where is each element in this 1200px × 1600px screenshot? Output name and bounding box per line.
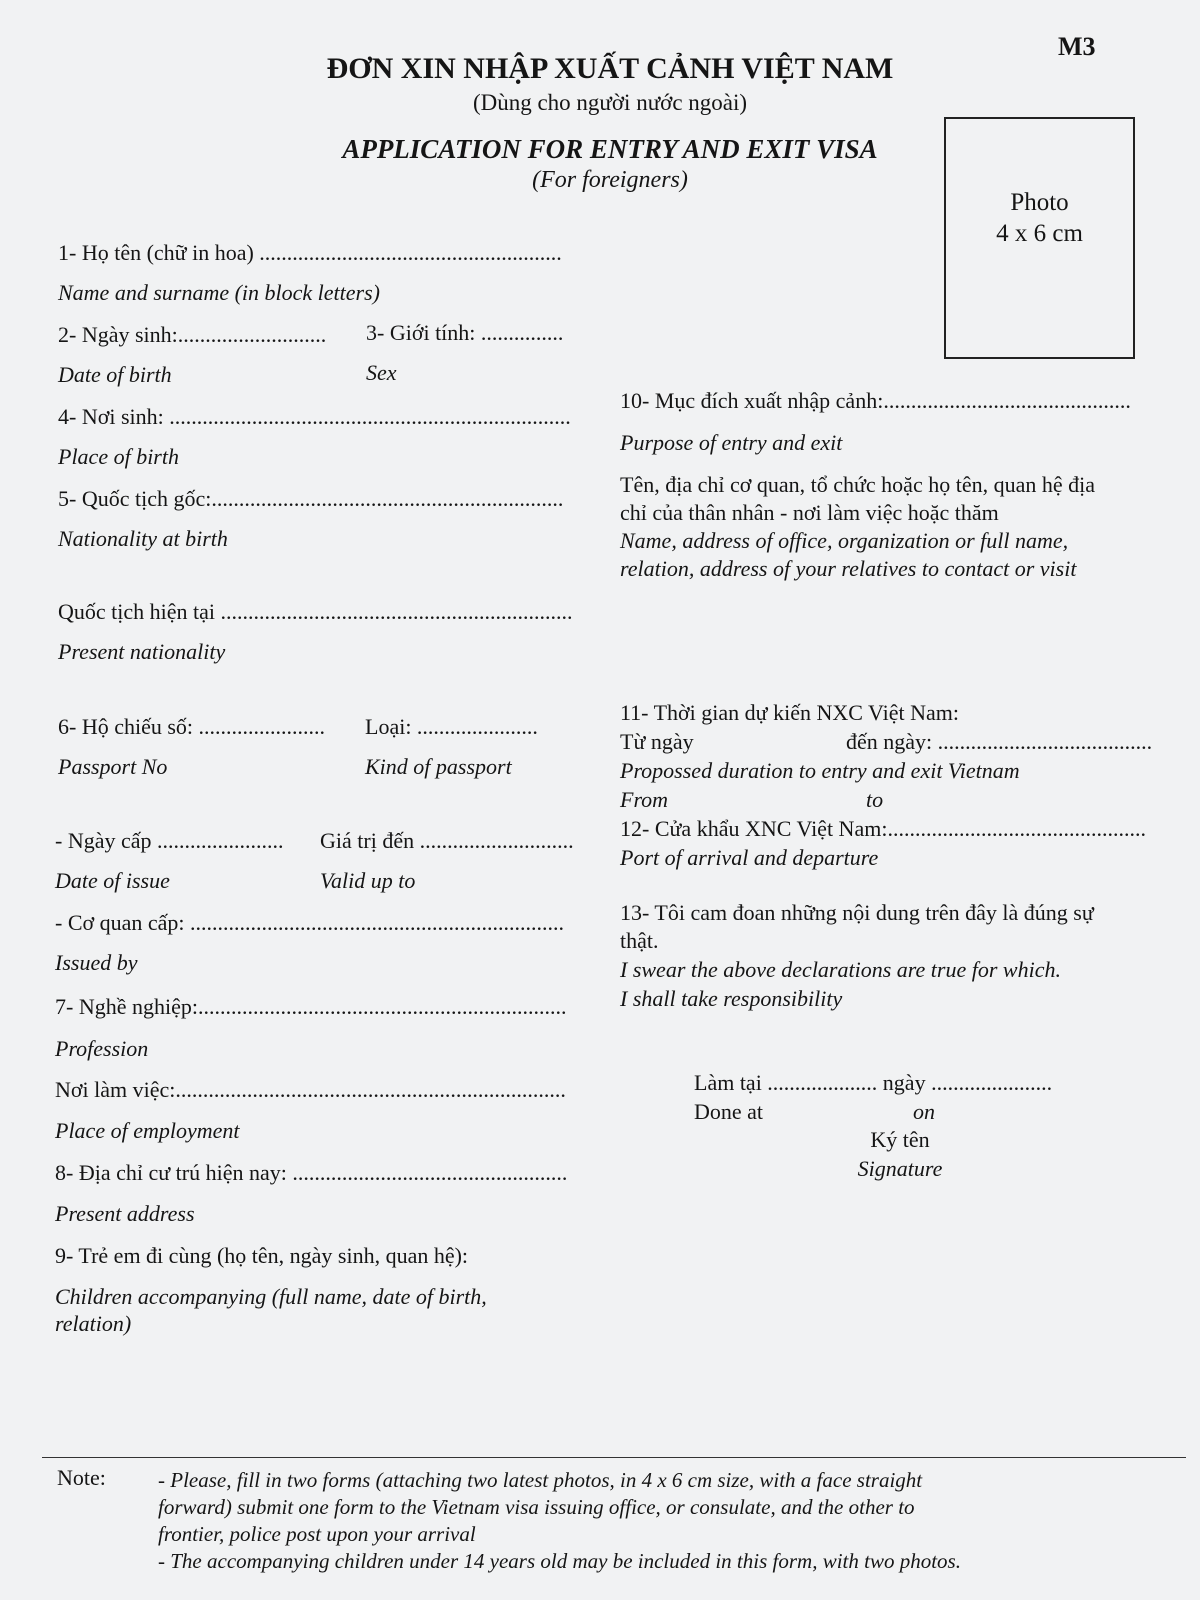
- field-children-en-2: relation): [55, 1311, 132, 1336]
- photo-label-text: Photo: [1010, 189, 1069, 216]
- form-title-vietnamese: ĐƠN XIN NHẬP XUẤT CẢNH VIỆT NAM: [326, 52, 894, 85]
- note-divider: [42, 1457, 1186, 1458]
- field-present-address-vn[interactable]: 8- Địa chỉ cư trú hiện nay: ..................................................: [55, 1160, 568, 1185]
- field-passport-no-vn[interactable]: 6- Hộ chiếu số: .......................: [58, 714, 326, 739]
- field-children-en: Children accompanying (full name, date of birth,: [55, 1284, 487, 1309]
- field-nationality-birth-vn[interactable]: 5- Quốc tịch gốc:................................................................: [58, 486, 564, 511]
- field-valid-until-vn[interactable]: Giá trị đến ............................: [320, 828, 574, 853]
- field-contact-en-1: Name, address of office, organization or full name,: [620, 528, 1069, 553]
- field-dob-en: Date of birth: [58, 362, 172, 387]
- field-passport-kind-en: Kind of passport: [365, 754, 512, 779]
- field-date-of-issue-vn[interactable]: - Ngày cấp .......................: [55, 828, 284, 853]
- field-workplace-vn[interactable]: Nơi làm việc:.......................................................................: [55, 1077, 566, 1102]
- field-purpose-en: Purpose of entry and exit: [620, 430, 843, 455]
- declaration-en-1: I swear the above declarations are true for which.: [620, 957, 1061, 982]
- field-profession-vn[interactable]: 7- Nghề nghiệp:...................................................................: [55, 994, 567, 1019]
- field-dob-vn[interactable]: 2- Ngày sinh:...........................: [58, 322, 327, 347]
- field-on-en: on: [913, 1099, 935, 1124]
- field-purpose-vn[interactable]: 10- Mục đích xuất nhập cảnh:.............................................: [620, 388, 1131, 413]
- field-sex-vn[interactable]: 3- Giới tính: ...............: [366, 320, 564, 345]
- field-sex-en: Sex: [366, 360, 397, 385]
- field-contact-vn-2: chỉ của thân nhân - nơi làm việc hoặc thăm: [620, 500, 999, 525]
- field-place-of-birth-en: Place of birth: [58, 444, 179, 469]
- signature-label-vn: Ký tên: [870, 1127, 930, 1152]
- field-port-en: Port of arrival and departure: [620, 845, 879, 870]
- field-nationality-birth-en: Nationality at birth: [58, 526, 228, 551]
- field-passport-kind-vn[interactable]: Loại: ......................: [365, 714, 538, 739]
- field-present-nationality-vn[interactable]: Quốc tịch hiện tại ................................................................: [58, 599, 573, 624]
- field-done-at-en: Done at: [694, 1099, 764, 1124]
- field-contact-en-2: relation, address of your relatives to contact or visit: [620, 556, 1077, 581]
- note-label: Note:: [57, 1465, 106, 1490]
- field-children-vn: 9- Trẻ em đi cùng (họ tên, ngày sinh, quan hệ):: [55, 1243, 469, 1268]
- signature-label-en[interactable]: Signature: [857, 1156, 943, 1181]
- field-contact-vn-1: Tên, địa chỉ cơ quan, tổ chức hoặc họ tên, quan hệ địa: [620, 472, 1095, 497]
- field-workplace-en: Place of employment: [55, 1118, 240, 1143]
- field-issued-by-en: Issued by: [55, 950, 138, 975]
- form-title-english: APPLICATION FOR ENTRY AND EXIT VISA: [342, 134, 878, 164]
- field-duration-en: Propossed duration to entry and exit Vietnam: [620, 758, 1020, 783]
- note-line-2: forward) submit one form to the Vietnam visa issuing office, or consulate, and the other to: [158, 1495, 915, 1519]
- field-duration-vn: 11- Thời gian dự kiến NXC Việt Nam:: [620, 700, 959, 725]
- declaration-en-2: I shall take responsibility: [620, 986, 843, 1011]
- form-subtitle-vietnamese: (Dùng cho người nước ngoài): [472, 90, 748, 115]
- field-duration-to-vn[interactable]: đến ngày: .......................................: [846, 729, 1153, 754]
- field-date-of-issue-en: Date of issue: [55, 868, 170, 893]
- field-valid-until-en: Valid up to: [320, 868, 416, 893]
- field-done-at-vn[interactable]: Làm tại .................... ngày ......................: [694, 1070, 1053, 1095]
- declaration-vn-2: thật.: [620, 928, 659, 953]
- note-line-1: - Please, fill in two forms (attaching two latest photos, in 4 x 6 cm size, with a face straight: [158, 1468, 923, 1492]
- field-duration-to-en: to: [866, 787, 884, 812]
- field-issued-by-vn[interactable]: - Cơ quan cấp: ....................................................................: [55, 910, 565, 935]
- field-profession-en: Profession: [55, 1036, 149, 1061]
- form-code: M3: [1058, 32, 1096, 61]
- field-name-en: Name and surname (in block letters): [58, 280, 380, 305]
- field-duration-from-en: From: [620, 787, 669, 812]
- form-subtitle-english: (For foreigners): [532, 167, 688, 193]
- photo-size-text: 4 x 6 cm: [996, 220, 1083, 247]
- photo-label: [946, 187, 1133, 249]
- field-duration-from-vn[interactable]: Từ ngày: [620, 729, 694, 754]
- field-present-nationality-en: Present nationality: [58, 639, 226, 664]
- photo-box: [944, 117, 1135, 359]
- field-place-of-birth-vn[interactable]: 4- Nơi sinh: .........................................................................: [58, 404, 571, 429]
- field-name-vn[interactable]: 1- Họ tên (chữ in hoa) .......................................................: [58, 240, 562, 265]
- note-line-4: - The accompanying children under 14 years old may be included in this form, with two photos.: [158, 1549, 961, 1573]
- declaration-vn-1: 13- Tôi cam đoan những nội dung trên đây là đúng sự: [620, 900, 1094, 925]
- note-line-3: frontier, police post upon your arrival: [158, 1522, 476, 1546]
- field-present-address-en: Present address: [55, 1201, 195, 1226]
- field-port-vn[interactable]: 12- Cửa khẩu XNC Việt Nam:...............................................: [620, 816, 1146, 841]
- field-passport-no-en: Passport No: [58, 754, 168, 779]
